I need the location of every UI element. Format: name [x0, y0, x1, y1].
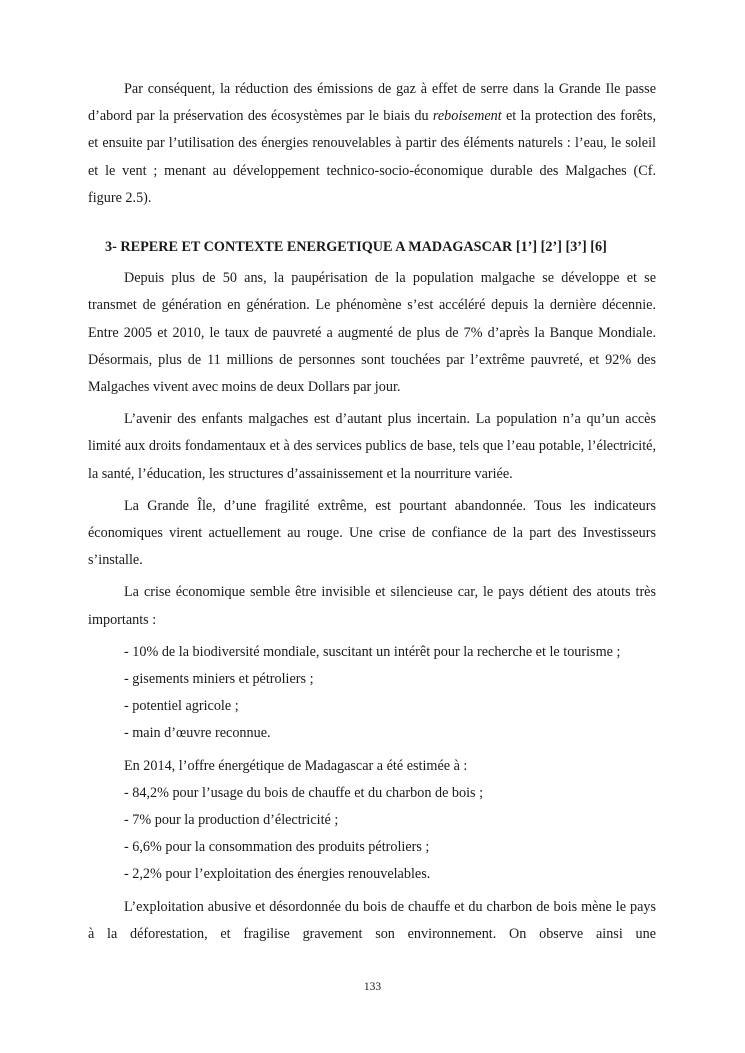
intro-paragraph	[88, 76, 656, 212]
energy-intro: En 2014, l’offre énergétique de Madagascar a été estimée à :	[124, 757, 468, 774]
paragraph-poverty: Depuis plus de 50 ans, la paupérisation de la population malgache se développe et se transmet de génération en génération. Le phénomène s’est accéléré depuis la dernière décennie. Entre 2005 et 2010, le taux de pauvreté a augmenté de plus de 7% d’après la Banque Mondiale. Désormais, plus de 11 millions de personnes sont touchées par l’extrême pauvreté, et 92% des Malgaches vivent avec moins de deux Dollars par jour.	[88, 270, 656, 396]
list-item: - potentiel agricole ;	[124, 698, 239, 715]
intro-italic-term: reboisement	[432, 108, 502, 125]
list-item: - 6,6% pour la consommation des produits pétroliers ;	[124, 839, 430, 856]
paragraph-crisis: La crise économique semble être invisible et silencieuse car, le pays détient des atouts très importants :	[88, 584, 656, 628]
list-item: - 2,2% pour l’exploitation des énergies renouvelables.	[124, 866, 431, 883]
page-number: 133	[363, 981, 382, 993]
list-item: - 84,2% pour l’usage du bois de chauffe et du charbon de bois ;	[124, 784, 484, 801]
assets-list	[88, 639, 656, 748]
section-heading: 3- REPERE ET CONTEXTE ENERGETIQUE A MADAGASCAR [1’] [2’] [3’] [6]	[105, 239, 607, 256]
paragraph-children: L’avenir des enfants malgaches est d’autant plus incertain. La population n’a qu’un accès limité aux droits fondamentaux et à des services publics de base, tels que l’eau potable, l’électricité, la santé, l’éducation, les structures d’assainissement et la nourriture variée.	[88, 411, 656, 482]
page-body	[88, 76, 656, 948]
closing-paragraph: L’exploitation abusive et désordonnée du bois de chauffe et du charbon de bois mène le pays à la déforestation, et fragilise gravement son environnement. On observe ainsi une	[88, 898, 656, 942]
paragraph-fragility: La Grande Île, d’une fragilité extrême, est pourtant abandonnée. Tous les indicateurs économiques virent actuellement au rouge. Une crise de confiance de la part des Investisseurs s’installe.	[88, 497, 656, 569]
intro-text-end: et la protection des forêts, et ensuite par l’utilisation des énergies renouvelables à partir des éléments naturels : l’eau, le soleil et le vent ; menant au développement technico-socio-économique durable des Malgaches (Cf. figure 2.5).	[88, 108, 656, 206]
list-item: - 10% de la biodiversité mondiale, suscitant un intérêt pour la recherche et le tourisme ;	[124, 643, 621, 660]
intro-text-start: Par conséquent, la réduction des émissions de gaz à effet de serre dans la Grande Ile passe d’abord par la préservation des écosystèmes par le biais du	[88, 81, 656, 125]
list-item: - 7% pour la production d’électricité ;	[124, 812, 339, 829]
list-item: - main d’œuvre reconnue.	[124, 725, 271, 742]
list-item: - gisements miniers et pétroliers ;	[124, 671, 314, 688]
energy-list	[88, 780, 656, 889]
